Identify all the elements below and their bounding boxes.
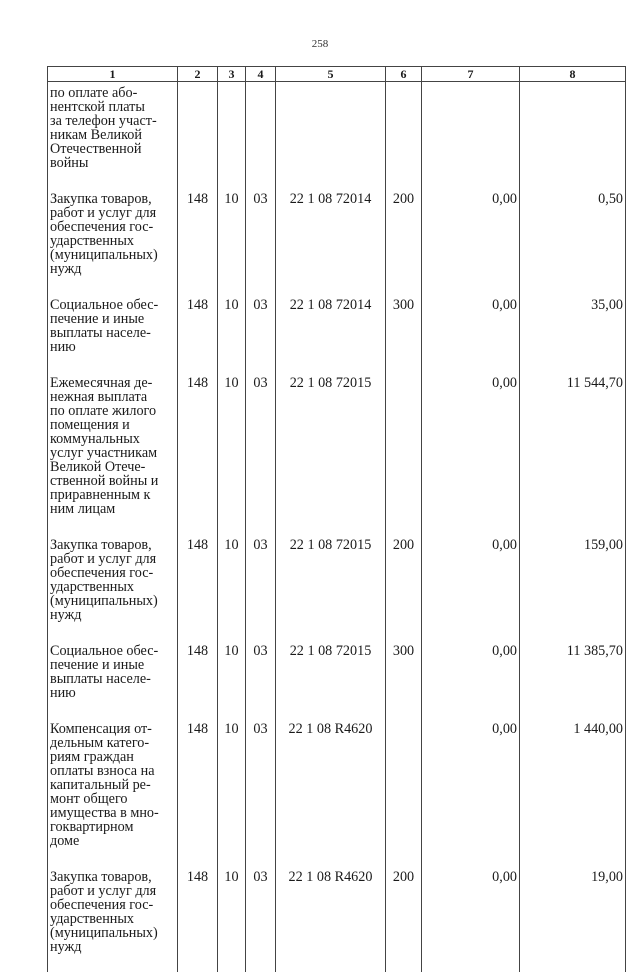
spacer-cell bbox=[246, 516, 276, 538]
row-amount-cell-text: 0,00 bbox=[492, 297, 517, 313]
row-expense-type-cell bbox=[386, 298, 422, 354]
row-target-article-cell-text: 22 1 08 72015 bbox=[290, 643, 372, 659]
row-target-article-cell bbox=[276, 298, 386, 354]
row-subsection-cell-text: 03 bbox=[253, 869, 267, 885]
row-spacer bbox=[48, 622, 626, 644]
row-name-cell-text: Закупка товаров, работ и услуг для обеспечения гос- ударственных (муниципальных) нужд bbox=[50, 870, 175, 954]
table-row bbox=[48, 538, 626, 622]
row-target-article-cell-text: 22 1 08 72015 bbox=[290, 537, 372, 553]
spacer-cell bbox=[520, 516, 626, 538]
row-spacer bbox=[48, 700, 626, 722]
row-total-cell-text: 1 440,00 bbox=[573, 721, 623, 737]
row-name-cell bbox=[48, 644, 178, 700]
row-spacer bbox=[48, 170, 626, 192]
row-code-cell-text: 148 bbox=[187, 869, 208, 885]
spacer-cell bbox=[178, 354, 218, 376]
row-target-article-cell bbox=[276, 644, 386, 700]
spacer-cell bbox=[178, 848, 218, 870]
row-total-cell bbox=[520, 644, 626, 700]
row-name-cell-text: Социальное обес- печение и иные выплаты населе- нию bbox=[50, 644, 175, 700]
spacer-cell bbox=[48, 276, 178, 298]
row-code-cell bbox=[178, 644, 218, 700]
spacer-cell bbox=[520, 848, 626, 870]
row-code-cell bbox=[178, 870, 218, 954]
row-total-cell-text: 11 544,70 bbox=[567, 375, 623, 391]
column-header: 7 bbox=[422, 67, 520, 82]
spacer-cell bbox=[386, 354, 422, 376]
spacer-cell bbox=[422, 848, 520, 870]
row-name-cell-text: Закупка товаров, работ и услуг для обеспечения гос- ударственных (муниципальных) нужд bbox=[50, 192, 175, 276]
column-header: 4 bbox=[246, 67, 276, 82]
row-code-cell bbox=[178, 376, 218, 516]
column-header: 1 bbox=[48, 67, 178, 82]
spacer-cell bbox=[276, 170, 386, 192]
row-total-cell bbox=[520, 722, 626, 848]
spacer-cell bbox=[246, 700, 276, 722]
row-section-cell-text: 10 bbox=[224, 643, 238, 659]
row-spacer bbox=[48, 354, 626, 376]
row-section-cell bbox=[218, 538, 246, 622]
spacer-cell bbox=[422, 276, 520, 298]
row-subsection-cell bbox=[246, 538, 276, 622]
row-name-cell-text: Компенсация от- дельным катего- риям граждан оплаты взноса на капитальный ре- монт общего имущества в мно- гоквартирном доме bbox=[50, 722, 175, 848]
spacer-cell bbox=[386, 700, 422, 722]
row-name-cell bbox=[48, 376, 178, 516]
spacer-cell bbox=[246, 848, 276, 870]
column-header: 2 bbox=[178, 67, 218, 82]
row-section-cell bbox=[218, 298, 246, 354]
row-subsection-cell bbox=[246, 870, 276, 954]
row-spacer bbox=[48, 276, 626, 298]
row-total-cell-text: 159,00 bbox=[584, 537, 623, 553]
spacer-cell bbox=[276, 954, 386, 972]
row-target-article-cell-text: 22 1 08 72015 bbox=[290, 375, 372, 391]
spacer-cell bbox=[178, 516, 218, 538]
row-target-article-cell-text: 22 1 08 72014 bbox=[290, 297, 372, 313]
row-target-article-cell-text: 22 1 08 72014 bbox=[290, 191, 372, 207]
row-subsection-cell bbox=[246, 376, 276, 516]
row-amount-cell bbox=[422, 192, 520, 276]
table-row bbox=[48, 82, 626, 171]
row-target-article-cell bbox=[276, 538, 386, 622]
spacer-cell bbox=[218, 848, 246, 870]
column-header: 8 bbox=[520, 67, 626, 82]
row-expense-type-cell bbox=[386, 722, 422, 848]
row-code-cell bbox=[178, 722, 218, 848]
row-name-cell bbox=[48, 538, 178, 622]
spacer-cell bbox=[246, 354, 276, 376]
spacer-cell bbox=[218, 276, 246, 298]
row-subsection-cell-text: 03 bbox=[253, 297, 267, 313]
row-amount-cell bbox=[422, 82, 520, 171]
table-row bbox=[48, 644, 626, 700]
spacer-cell bbox=[218, 170, 246, 192]
spacer-cell bbox=[422, 516, 520, 538]
spacer-cell bbox=[48, 700, 178, 722]
spacer-cell bbox=[178, 276, 218, 298]
spacer-cell bbox=[246, 276, 276, 298]
row-total-cell-text: 11 385,70 bbox=[567, 643, 623, 659]
row-subsection-cell-text: 03 bbox=[253, 721, 267, 737]
row-name-cell-text: Закупка товаров, работ и услуг для обеспечения гос- ударственных (муниципальных) нужд bbox=[50, 538, 175, 622]
spacer-cell bbox=[246, 954, 276, 972]
row-amount-cell-text: 0,00 bbox=[492, 537, 517, 553]
table-row bbox=[48, 376, 626, 516]
spacer-cell bbox=[218, 354, 246, 376]
row-code-cell-text: 148 bbox=[187, 643, 208, 659]
row-total-cell bbox=[520, 870, 626, 954]
row-expense-type-cell-text: 200 bbox=[393, 537, 414, 553]
row-subsection-cell bbox=[246, 82, 276, 171]
row-amount-cell bbox=[422, 298, 520, 354]
row-code-cell-text: 148 bbox=[187, 537, 208, 553]
row-subsection-cell bbox=[246, 644, 276, 700]
row-section-cell-text: 10 bbox=[224, 297, 238, 313]
table-row bbox=[48, 192, 626, 276]
row-subsection-cell-text: 03 bbox=[253, 191, 267, 207]
spacer-cell bbox=[246, 170, 276, 192]
row-name-cell bbox=[48, 722, 178, 848]
row-code-cell-text: 148 bbox=[187, 191, 208, 207]
spacer-cell bbox=[520, 354, 626, 376]
row-amount-cell-text: 0,00 bbox=[492, 643, 517, 659]
row-code-cell-text: 148 bbox=[187, 721, 208, 737]
spacer-cell bbox=[48, 354, 178, 376]
row-name-cell bbox=[48, 870, 178, 954]
row-amount-cell bbox=[422, 538, 520, 622]
row-total-cell bbox=[520, 192, 626, 276]
row-expense-type-cell bbox=[386, 376, 422, 516]
row-section-cell bbox=[218, 870, 246, 954]
spacer-cell bbox=[276, 848, 386, 870]
row-expense-type-cell bbox=[386, 82, 422, 171]
row-target-article-cell bbox=[276, 192, 386, 276]
row-section-cell-text: 10 bbox=[224, 721, 238, 737]
row-total-cell-text: 19,00 bbox=[591, 869, 623, 885]
row-code-cell bbox=[178, 538, 218, 622]
spacer-cell bbox=[218, 622, 246, 644]
row-code-cell bbox=[178, 192, 218, 276]
column-header: 3 bbox=[218, 67, 246, 82]
row-total-cell bbox=[520, 538, 626, 622]
table-row bbox=[48, 298, 626, 354]
row-amount-cell-text: 0,00 bbox=[492, 869, 517, 885]
spacer-cell bbox=[276, 354, 386, 376]
row-code-cell bbox=[178, 82, 218, 171]
row-expense-type-cell bbox=[386, 538, 422, 622]
row-total-cell bbox=[520, 376, 626, 516]
row-total-cell bbox=[520, 298, 626, 354]
table-body bbox=[48, 82, 626, 972]
page-number: 258 bbox=[0, 38, 640, 50]
spacer-cell bbox=[48, 170, 178, 192]
row-name-cell-text: Ежемесячная де- нежная выплата по оплате жилого помещения и коммунальных услуг участникам Великой Отече- ственной войны и приравненным к ним лицам bbox=[50, 376, 175, 516]
spacer-cell bbox=[422, 622, 520, 644]
spacer-cell bbox=[48, 848, 178, 870]
column-header: 6 bbox=[386, 67, 422, 82]
row-subsection-cell bbox=[246, 298, 276, 354]
spacer-cell bbox=[422, 954, 520, 972]
row-amount-cell-text: 0,00 bbox=[492, 191, 517, 207]
spacer-cell bbox=[48, 622, 178, 644]
row-name-cell bbox=[48, 192, 178, 276]
spacer-cell bbox=[276, 622, 386, 644]
row-amount-cell bbox=[422, 644, 520, 700]
spacer-cell bbox=[386, 848, 422, 870]
spacer-cell bbox=[218, 700, 246, 722]
row-section-cell bbox=[218, 192, 246, 276]
spacer-cell bbox=[386, 276, 422, 298]
row-section-cell-text: 10 bbox=[224, 537, 238, 553]
spacer-cell bbox=[178, 700, 218, 722]
spacer-cell bbox=[178, 954, 218, 972]
row-amount-cell-text: 0,00 bbox=[492, 721, 517, 737]
row-section-cell-text: 10 bbox=[224, 375, 238, 391]
row-target-article-cell bbox=[276, 82, 386, 171]
spacer-cell bbox=[386, 954, 422, 972]
spacer-cell bbox=[520, 170, 626, 192]
spacer-cell bbox=[178, 622, 218, 644]
spacer-cell bbox=[520, 276, 626, 298]
row-total-cell bbox=[520, 82, 626, 171]
spacer-cell bbox=[276, 516, 386, 538]
spacer-cell bbox=[246, 622, 276, 644]
spacer-cell bbox=[422, 700, 520, 722]
row-section-cell bbox=[218, 722, 246, 848]
row-amount-cell bbox=[422, 722, 520, 848]
spacer-cell bbox=[218, 954, 246, 972]
row-subsection-cell-text: 03 bbox=[253, 537, 267, 553]
row-target-article-cell bbox=[276, 722, 386, 848]
row-amount-cell bbox=[422, 870, 520, 954]
row-section-cell bbox=[218, 376, 246, 516]
row-expense-type-cell-text: 300 bbox=[393, 643, 414, 659]
row-code-cell-text: 148 bbox=[187, 375, 208, 391]
row-subsection-cell bbox=[246, 192, 276, 276]
row-expense-type-cell bbox=[386, 644, 422, 700]
row-expense-type-cell-text: 300 bbox=[393, 297, 414, 313]
row-section-cell bbox=[218, 644, 246, 700]
table-row bbox=[48, 870, 626, 954]
spacer-cell bbox=[520, 954, 626, 972]
row-name-cell bbox=[48, 298, 178, 354]
row-name-cell bbox=[48, 82, 178, 171]
spacer-cell bbox=[178, 170, 218, 192]
row-amount-cell bbox=[422, 376, 520, 516]
row-expense-type-cell-text: 200 bbox=[393, 191, 414, 207]
row-spacer bbox=[48, 516, 626, 538]
spacer-cell bbox=[422, 354, 520, 376]
row-subsection-cell-text: 03 bbox=[253, 643, 267, 659]
row-target-article-cell bbox=[276, 870, 386, 954]
row-expense-type-cell bbox=[386, 870, 422, 954]
spacer-cell bbox=[276, 700, 386, 722]
spacer-cell bbox=[386, 516, 422, 538]
row-target-article-cell bbox=[276, 376, 386, 516]
row-spacer bbox=[48, 954, 626, 972]
budget-table bbox=[47, 66, 626, 972]
row-code-cell-text: 148 bbox=[187, 297, 208, 313]
row-amount-cell-text: 0,00 bbox=[492, 375, 517, 391]
spacer-cell bbox=[48, 516, 178, 538]
spacer-cell bbox=[520, 700, 626, 722]
row-section-cell-text: 10 bbox=[224, 191, 238, 207]
table-row bbox=[48, 722, 626, 848]
spacer-cell bbox=[218, 516, 246, 538]
row-section-cell bbox=[218, 82, 246, 171]
spacer-cell bbox=[48, 954, 178, 972]
spacer-cell bbox=[386, 622, 422, 644]
spacer-cell bbox=[276, 276, 386, 298]
row-total-cell-text: 0,50 bbox=[598, 191, 623, 207]
row-target-article-cell-text: 22 1 08 R4620 bbox=[289, 721, 373, 737]
row-target-article-cell-text: 22 1 08 R4620 bbox=[289, 869, 373, 885]
row-name-cell-text: по оплате або- нентской платы за телефон участ- никам Великой Отечественной войны bbox=[50, 86, 175, 170]
row-spacer bbox=[48, 848, 626, 870]
row-code-cell bbox=[178, 298, 218, 354]
row-expense-type-cell-text: 200 bbox=[393, 869, 414, 885]
row-expense-type-cell bbox=[386, 192, 422, 276]
spacer-cell bbox=[422, 170, 520, 192]
row-total-cell-text: 35,00 bbox=[591, 297, 623, 313]
spacer-cell bbox=[386, 170, 422, 192]
row-subsection-cell-text: 03 bbox=[253, 375, 267, 391]
table-header-row bbox=[48, 67, 626, 82]
row-subsection-cell bbox=[246, 722, 276, 848]
row-name-cell-text: Социальное обес- печение и иные выплаты населе- нию bbox=[50, 298, 175, 354]
column-header: 5 bbox=[276, 67, 386, 82]
row-section-cell-text: 10 bbox=[224, 869, 238, 885]
spacer-cell bbox=[520, 622, 626, 644]
